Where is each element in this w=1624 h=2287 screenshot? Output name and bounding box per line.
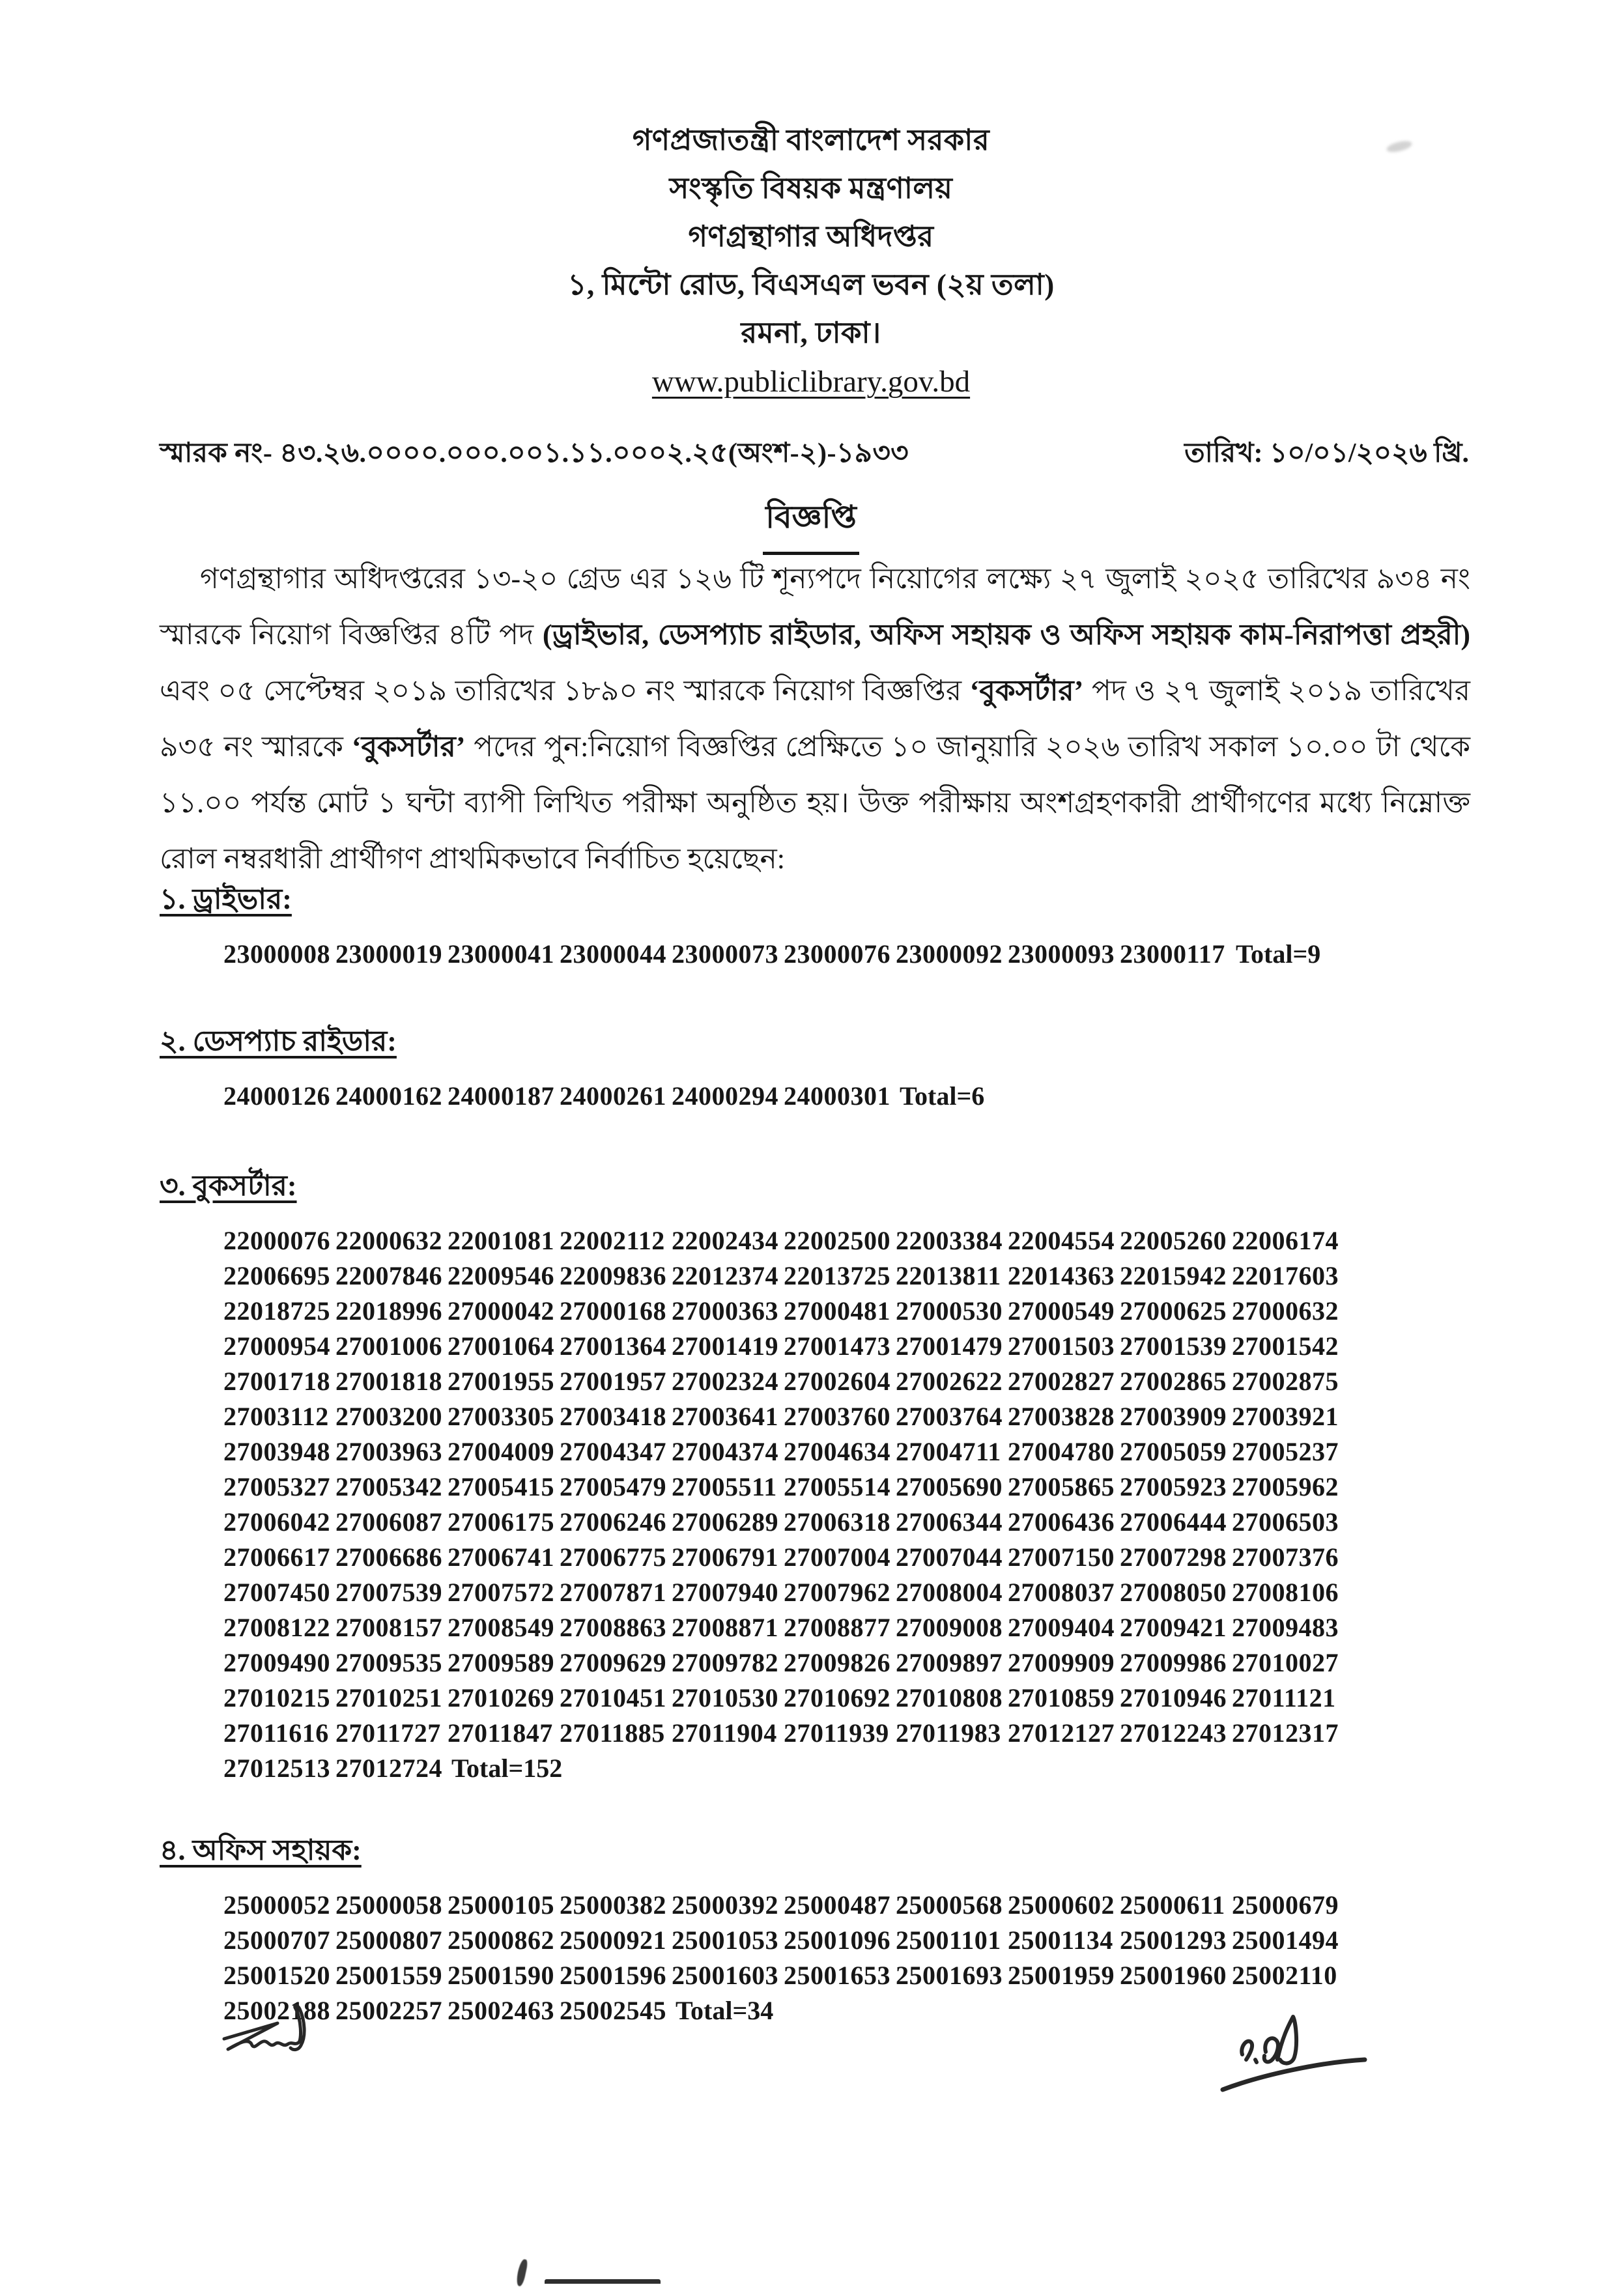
roll-number: 27009986 xyxy=(1120,1648,1227,1677)
roll-number: 27003764 xyxy=(896,1402,1003,1431)
roll-number: 27008037 xyxy=(1008,1578,1115,1607)
roll-number: 27007450 xyxy=(223,1578,330,1607)
roll-number: 27007871 xyxy=(560,1578,666,1607)
notice-title-wrap xyxy=(150,494,1472,555)
roll-number: 27010946 xyxy=(1120,1683,1227,1712)
roll-number: 24000126 xyxy=(223,1081,330,1111)
memo-number: স্মারক নং- ৪৩.২৬.০০০০.০০০.০০১.১১.০০০২.২৫(অংশ-২)-১৯৩৩ xyxy=(160,438,909,468)
memo-date: তারিখ: ১০/০১/২০২৬ খ্রি. xyxy=(1184,438,1469,468)
roll-number: 27010269 xyxy=(448,1683,554,1712)
roll-number: 22006695 xyxy=(223,1261,330,1290)
roll-number: 27001006 xyxy=(335,1331,442,1361)
roll-number: 27009629 xyxy=(560,1648,666,1677)
roll-number: 27003828 xyxy=(1008,1402,1115,1431)
roll-number: 25001959 xyxy=(1008,1961,1115,1990)
roll-number: 27005511 xyxy=(672,1472,777,1501)
roll-number: 25002463 xyxy=(448,1996,554,2025)
roll-number: 27009421 xyxy=(1120,1613,1227,1642)
header-directorate-line: গণগ্রন্থাগার অধিদপ্তর xyxy=(688,220,934,253)
roll-number: 27010530 xyxy=(672,1683,778,1712)
header-government-line: গণপ্রজাতন্ত্রী বাংলাদেশ সরকার xyxy=(632,124,990,156)
roll-number: 25001559 xyxy=(335,1961,442,1990)
roll-number: 27009535 xyxy=(335,1648,442,1677)
roll-number: 22007846 xyxy=(335,1261,442,1290)
roll-number: 27012317 xyxy=(1232,1718,1339,1748)
roll-number: 27005865 xyxy=(1008,1472,1115,1501)
roll-number: 27002622 xyxy=(896,1367,1003,1396)
roll-number: 27003921 xyxy=(1232,1402,1339,1431)
roll-number: 27009589 xyxy=(448,1648,554,1677)
roll-number: 27007940 xyxy=(672,1578,778,1607)
roll-number: 23000044 xyxy=(560,939,666,969)
roll-row xyxy=(223,937,1470,972)
roll-row xyxy=(223,1888,1470,1923)
roll-number: 27002604 xyxy=(784,1367,890,1396)
roll-number: 25001603 xyxy=(672,1961,778,1990)
signature-right xyxy=(1215,1992,1384,2109)
roll-number: 27005327 xyxy=(223,1472,330,1501)
roll-number: 25001134 xyxy=(1008,1925,1113,1955)
roll-row xyxy=(223,1329,1470,1364)
roll-number: 27005514 xyxy=(784,1472,890,1501)
roll-number: 27007044 xyxy=(896,1542,1003,1572)
roll-number: 27010251 xyxy=(335,1683,442,1712)
roll-number: 25001590 xyxy=(448,1961,554,1990)
roll-number: 27007962 xyxy=(784,1578,890,1607)
roll-number: 27008157 xyxy=(335,1613,442,1642)
roll-number: 25001101 xyxy=(896,1925,1001,1955)
roll-section xyxy=(160,881,1470,972)
roll-number: 22003384 xyxy=(896,1226,1003,1255)
roll-number: 22000076 xyxy=(223,1226,330,1255)
roll-number: 27006344 xyxy=(896,1507,1003,1537)
section-heading: ৪. অফিস সহায়ক: xyxy=(160,1834,362,1866)
roll-number: 27006791 xyxy=(672,1542,778,1572)
roll-number: 27009826 xyxy=(784,1648,890,1677)
roll-number: 27003641 xyxy=(672,1402,778,1431)
roll-number: 27008871 xyxy=(672,1613,778,1642)
roll-number: 27007150 xyxy=(1008,1542,1115,1572)
roll-number: 25000707 xyxy=(223,1925,330,1955)
roll-number: 27005962 xyxy=(1232,1472,1339,1501)
roll-number: 27006087 xyxy=(335,1507,442,1537)
roll-number: 22002112 xyxy=(560,1226,665,1255)
notice-title: বিজ্ঞপ্তি xyxy=(763,494,859,555)
roll-row xyxy=(223,1470,1470,1505)
roll-number: 27012724 xyxy=(335,1754,442,1783)
roll-number: 27006617 xyxy=(223,1542,330,1572)
roll-row xyxy=(223,1079,1470,1114)
roll-number: 25000487 xyxy=(784,1890,890,1920)
roll-number: 25000568 xyxy=(896,1890,1003,1920)
paragraph-segment-bold: (ড্রাইভার, ডেসপ্যাচ রাইডার, অফিস সহায়ক ও অফিস সহায়ক কাম-নিরাপত্তা প্রহরী) xyxy=(542,619,1470,651)
roll-number: 27006246 xyxy=(560,1507,666,1537)
roll-number: 27005237 xyxy=(1232,1437,1339,1466)
roll-number: 22018996 xyxy=(335,1296,442,1326)
signature-left xyxy=(215,1998,332,2070)
roll-number: 27001542 xyxy=(1232,1331,1339,1361)
roll-number: 27001718 xyxy=(223,1367,330,1396)
roll-number: 25000382 xyxy=(560,1890,666,1920)
memo-row xyxy=(160,431,1469,477)
roll-number: 27010859 xyxy=(1008,1683,1115,1712)
roll-row xyxy=(223,1716,1470,1751)
roll-number: 22004554 xyxy=(1008,1226,1115,1255)
section-heading: ২. ডেসপ্যাচ রাইডার: xyxy=(160,1025,397,1057)
roll-number: 27001503 xyxy=(1008,1331,1115,1361)
notice-paragraph xyxy=(160,551,1470,887)
roll-row xyxy=(223,1505,1470,1540)
roll-number: 27005415 xyxy=(448,1472,554,1501)
roll-row xyxy=(223,1399,1470,1434)
roll-number: 27004780 xyxy=(1008,1437,1115,1466)
roll-number: 27007004 xyxy=(784,1542,890,1572)
roll-number: 22002500 xyxy=(784,1226,890,1255)
roll-number: 27004347 xyxy=(560,1437,666,1466)
roll-number: 27001473 xyxy=(784,1331,890,1361)
roll-number: 27002827 xyxy=(1008,1367,1115,1396)
roll-row xyxy=(223,1923,1470,1958)
roll-number: 27006318 xyxy=(784,1507,890,1537)
section-total: Total=6 xyxy=(900,1081,985,1111)
roll-number: 27009782 xyxy=(672,1648,778,1677)
roll-number: 22006174 xyxy=(1232,1226,1339,1255)
roll-number: 27000954 xyxy=(223,1331,330,1361)
roll-number: 27005690 xyxy=(896,1472,1003,1501)
roll-number: 25002545 xyxy=(560,1996,666,2025)
roll-number: 25001693 xyxy=(896,1961,1003,1990)
roll-number: 27009490 xyxy=(223,1648,330,1677)
roll-row xyxy=(223,1958,1470,1993)
roll-number: 25000921 xyxy=(560,1925,666,1955)
roll-number: 27005059 xyxy=(1120,1437,1227,1466)
roll-number: 22012374 xyxy=(672,1261,778,1290)
section-heading: ১. ড্রাইভার: xyxy=(160,883,292,915)
roll-number: 25002257 xyxy=(335,1996,442,2025)
roll-number: 27005479 xyxy=(560,1472,666,1501)
roll-number: 22017603 xyxy=(1232,1261,1339,1290)
roll-row xyxy=(223,1364,1470,1399)
roll-sections xyxy=(160,881,1470,2071)
roll-number: 27012127 xyxy=(1008,1718,1115,1748)
roll-number: 27006503 xyxy=(1232,1507,1339,1537)
header-address-line: ১, মিন্টো রোড, বিএসএল ভবন (২য় তলা) xyxy=(567,268,1055,301)
roll-number: 27001957 xyxy=(560,1367,666,1396)
roll-number: 27002865 xyxy=(1120,1367,1227,1396)
roll-number: 27008106 xyxy=(1232,1578,1339,1607)
roll-number: 27003948 xyxy=(223,1437,330,1466)
roll-number: 24000301 xyxy=(784,1081,890,1111)
roll-number: 25000807 xyxy=(335,1925,442,1955)
roll-number: 27000530 xyxy=(896,1296,1003,1326)
roll-number: 23000008 xyxy=(223,939,330,969)
roll-number: 27007539 xyxy=(335,1578,442,1607)
roll-row xyxy=(223,1575,1470,1610)
roll-number: 27002875 xyxy=(1232,1367,1339,1396)
roll-number: 27012513 xyxy=(223,1754,330,1783)
roll-number: 27000549 xyxy=(1008,1296,1115,1326)
roll-row xyxy=(223,1223,1470,1258)
roll-number: 25002188 xyxy=(223,1996,330,2025)
roll-number: 27011939 xyxy=(784,1718,889,1748)
roll-number: 27011904 xyxy=(672,1718,777,1748)
roll-number: 22013811 xyxy=(896,1261,1001,1290)
roll-number: 25000862 xyxy=(448,1925,554,1955)
roll-number: 27011983 xyxy=(896,1718,1001,1748)
roll-number: 27000042 xyxy=(448,1296,554,1326)
roll-number: 27011121 xyxy=(1232,1683,1336,1712)
paragraph-segment-bold: ‘বুকসর্টার’ xyxy=(351,731,466,763)
roll-number: 24000261 xyxy=(560,1081,666,1111)
roll-number: 27004711 xyxy=(896,1437,1001,1466)
roll-number: 27000625 xyxy=(1120,1296,1227,1326)
roll-number: 25001520 xyxy=(223,1961,330,1990)
roll-number: 27007572 xyxy=(448,1578,554,1607)
roll-number: 25000058 xyxy=(335,1890,442,1920)
roll-number: 27002324 xyxy=(672,1367,778,1396)
header-city-line: রমনা, ঢাকা। xyxy=(741,317,881,349)
roll-number: 27000168 xyxy=(560,1296,666,1326)
section-total: Total=9 xyxy=(1236,939,1321,969)
document-header xyxy=(150,116,1472,403)
roll-row xyxy=(223,1540,1470,1575)
paragraph-segment: এবং ০৫ সেপ্টেম্বর ২০১৯ তারিখের ১৮৯০ নং স্মারকে নিয়োগ বিজ্ঞপ্তির xyxy=(160,675,970,707)
roll-number: 24000187 xyxy=(448,1081,554,1111)
roll-number: 22015942 xyxy=(1120,1261,1227,1290)
section-total: Total=34 xyxy=(676,1996,774,2025)
roll-row xyxy=(223,1681,1470,1716)
paragraph-segment: গণগ্রন্থাগার অধিদপ্তরের ১৩-২০ গ্রেড এর ১২৬ টি শূন্যপদে নিয়োগের লক্ষ্যে ২৭ জুলাই ২০২৫ তারিখের ৯৩৪ নং স্মারকে নিয়োগ বিজ্ঞপ্তির ৪টি পদ xyxy=(160,563,1470,651)
roll-number: 25001653 xyxy=(784,1961,890,1990)
roll-number: 22009836 xyxy=(560,1261,666,1290)
roll-number: 27012243 xyxy=(1120,1718,1227,1748)
roll-number: 25000105 xyxy=(448,1890,554,1920)
roll-number: 23000117 xyxy=(1120,939,1225,969)
roll-row xyxy=(223,1751,1470,1786)
roll-number: 27009008 xyxy=(896,1613,1003,1642)
roll-number: 27004634 xyxy=(784,1437,890,1466)
paragraph-segment: পদ ও ২৭ জুলাই ২০১৯ তারিখের ৯৩৫ নং স্মারকে xyxy=(160,675,1471,763)
roll-number: 23000076 xyxy=(784,939,890,969)
roll-number: 27004009 xyxy=(448,1437,554,1466)
roll-number: 22005260 xyxy=(1120,1226,1227,1255)
roll-number: 27000632 xyxy=(1232,1296,1339,1326)
roll-number: 27003112 xyxy=(223,1402,329,1431)
roll-number: 27001479 xyxy=(896,1331,1003,1361)
roll-number: 27008863 xyxy=(560,1613,666,1642)
roll-number: 25000679 xyxy=(1232,1890,1339,1920)
roll-number: 27010808 xyxy=(896,1683,1003,1712)
roll-number: 27010692 xyxy=(784,1683,890,1712)
roll-row xyxy=(223,1610,1470,1645)
roll-number: 25001596 xyxy=(560,1961,666,1990)
roll-number: 27008004 xyxy=(896,1578,1003,1607)
roll-number: 27008050 xyxy=(1120,1578,1227,1607)
roll-row xyxy=(223,1258,1470,1294)
roll-number: 27011847 xyxy=(448,1718,553,1748)
scan-edge-artifact xyxy=(545,2279,661,2284)
roll-number: 27006775 xyxy=(560,1542,666,1572)
roll-number: 27003760 xyxy=(784,1402,890,1431)
roll-number: 25002110 xyxy=(1232,1961,1337,1990)
roll-number: 25001960 xyxy=(1120,1961,1227,1990)
roll-number: 25001053 xyxy=(672,1925,778,1955)
roll-number: 22000632 xyxy=(335,1226,442,1255)
paragraph-segment: পদের পুন:নিয়োগ বিজ্ঞপ্তির প্রেক্ষিতে ১০ জানুয়ারি ২০২৬ তারিখ সকাল ১০.০০ টা থেকে ১১.০০ পর্যন্ত মোট ১ ঘন্টা ব্যাপী লিখিত পরীক্ষা অনুষ্ঠিত হয়। উক্ত পরীক্ষায় অংশগ্রহণকারী প্রার্থীগণের মধ্যে নিম্নোক্ত রোল নম্বরধারী প্রার্থীগণ প্রাথমিকভাবে নির্বাচিত হয়েছেন: xyxy=(160,731,1470,875)
roll-number: 27008549 xyxy=(448,1613,554,1642)
roll-number: 27011885 xyxy=(560,1718,665,1748)
roll-number: 25001494 xyxy=(1232,1925,1339,1955)
roll-section xyxy=(160,1167,1470,1786)
roll-number: 27003305 xyxy=(448,1402,554,1431)
roll-number: 27008877 xyxy=(784,1613,890,1642)
roll-number: 27003200 xyxy=(335,1402,442,1431)
roll-number: 27007298 xyxy=(1120,1542,1227,1572)
roll-number: 27006042 xyxy=(223,1507,330,1537)
roll-number: 27001419 xyxy=(672,1331,778,1361)
roll-number: 27010215 xyxy=(223,1683,330,1712)
roll-number: 27011616 xyxy=(223,1718,329,1748)
roll-number: 27010451 xyxy=(560,1683,666,1712)
roll-number: 22013725 xyxy=(784,1261,890,1290)
roll-number: 27005923 xyxy=(1120,1472,1227,1501)
roll-number: 27000363 xyxy=(672,1296,778,1326)
roll-number: 23000019 xyxy=(335,939,442,969)
roll-row xyxy=(223,1294,1470,1329)
website-url: www.publiclibrary.gov.bd xyxy=(651,365,971,399)
roll-number: 27001955 xyxy=(448,1367,554,1396)
roll-number: 23000041 xyxy=(448,939,554,969)
roll-number: 27001818 xyxy=(335,1367,442,1396)
roll-number: 22018725 xyxy=(223,1296,330,1326)
roll-number: 27006686 xyxy=(335,1542,442,1572)
roll-number: 22001081 xyxy=(448,1226,554,1255)
roll-number: 27003418 xyxy=(560,1402,666,1431)
roll-number: 25001293 xyxy=(1120,1925,1227,1955)
roll-number: 23000073 xyxy=(672,939,778,969)
roll-row xyxy=(223,1645,1470,1681)
roll-number: 27009404 xyxy=(1008,1613,1115,1642)
roll-number: 22014363 xyxy=(1008,1261,1115,1290)
roll-number: 23000092 xyxy=(896,939,1003,969)
roll-number: 27006436 xyxy=(1008,1507,1115,1537)
paragraph-segment-bold: ‘বুকসর্টার’ xyxy=(969,675,1084,707)
roll-number: 27006444 xyxy=(1120,1507,1227,1537)
roll-number: 27008122 xyxy=(223,1613,330,1642)
roll-number: 27007376 xyxy=(1232,1542,1339,1572)
roll-number: 27006741 xyxy=(448,1542,554,1572)
roll-number: 27001539 xyxy=(1120,1331,1227,1361)
roll-number: 27009909 xyxy=(1008,1648,1115,1677)
roll-number: 27003909 xyxy=(1120,1402,1227,1431)
roll-number: 27006289 xyxy=(672,1507,778,1537)
roll-number: 27011727 xyxy=(335,1718,441,1748)
roll-row xyxy=(223,1434,1470,1470)
roll-number: 25000602 xyxy=(1008,1890,1115,1920)
roll-number: 27005342 xyxy=(335,1472,442,1501)
roll-number: 25000611 xyxy=(1120,1890,1225,1920)
section-heading: ৩. বুকসর্টার: xyxy=(160,1170,297,1202)
roll-number: 27009897 xyxy=(896,1648,1003,1677)
roll-number: 24000294 xyxy=(672,1081,778,1111)
roll-number: 27010027 xyxy=(1232,1648,1339,1677)
roll-number: 27001364 xyxy=(560,1331,666,1361)
roll-number: 27006175 xyxy=(448,1507,554,1537)
section-total: Total=152 xyxy=(451,1754,563,1783)
roll-number: 25000052 xyxy=(223,1890,330,1920)
roll-number: 27009483 xyxy=(1232,1613,1339,1642)
header-ministry-line: সংস্কৃতি বিষয়ক মন্ত্রণালয় xyxy=(669,172,953,205)
roll-number: 24000162 xyxy=(335,1081,442,1111)
roll-number: 25000392 xyxy=(672,1890,778,1920)
roll-number: 22002434 xyxy=(672,1226,778,1255)
roll-number: 22009546 xyxy=(448,1261,554,1290)
roll-number: 27003963 xyxy=(335,1437,442,1466)
roll-section xyxy=(160,1023,1470,1114)
roll-number: 25001096 xyxy=(784,1925,890,1955)
roll-number: 27000481 xyxy=(784,1296,890,1326)
roll-number: 23000093 xyxy=(1008,939,1115,969)
ink-mark xyxy=(515,2258,528,2287)
roll-number: 27004374 xyxy=(672,1437,778,1466)
roll-number: 27001064 xyxy=(448,1331,554,1361)
